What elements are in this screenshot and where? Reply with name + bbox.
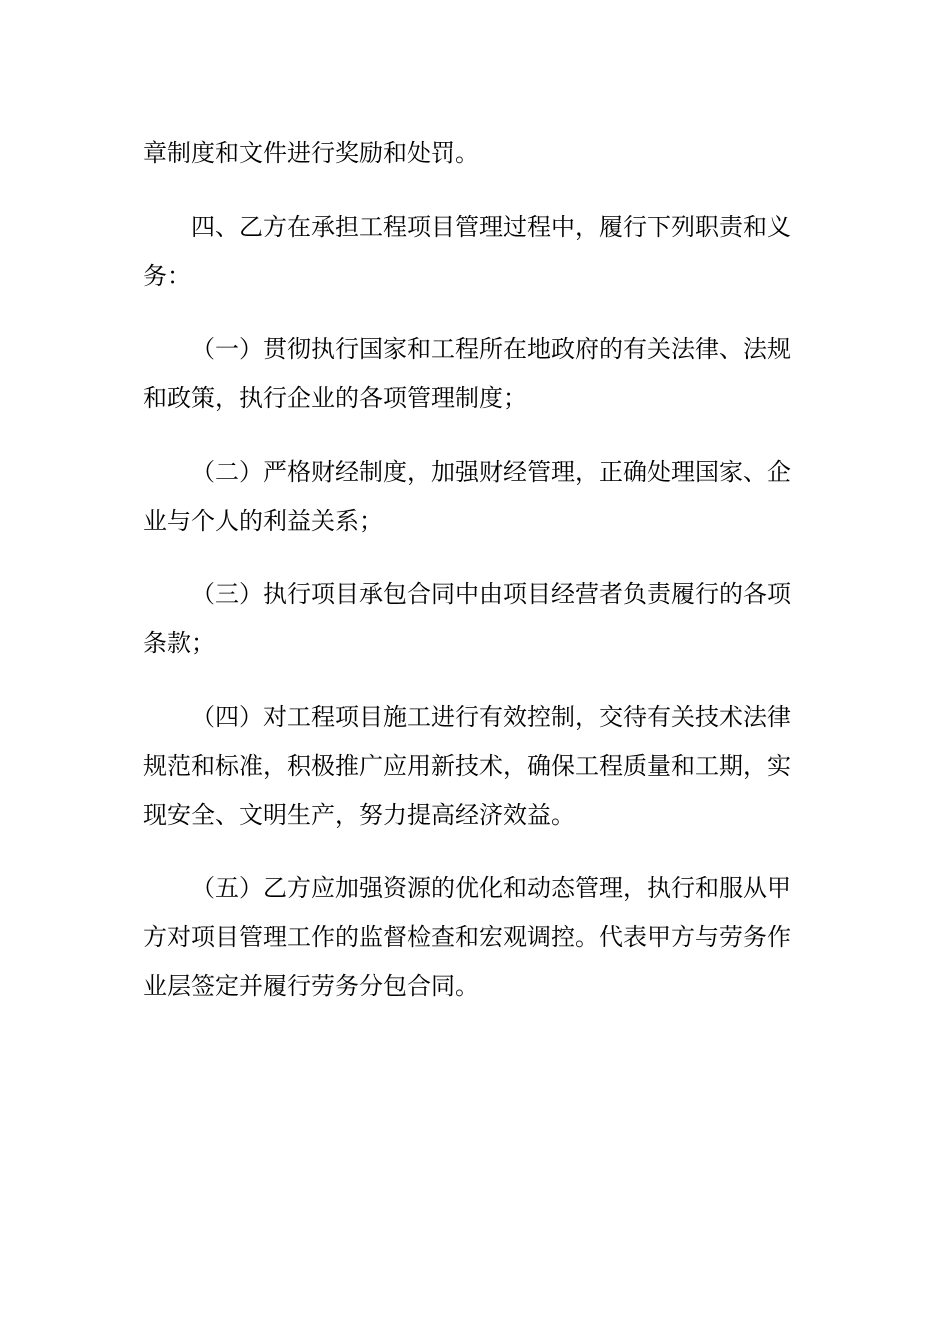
paragraph-continued [143, 129, 807, 178]
paragraph-item-one [143, 325, 807, 423]
text-line: 方对项目管理工作的监督检查和宏观调控。代表甲方与劳务作 [143, 923, 791, 951]
text-line: 务： [143, 261, 191, 290]
text-line: 规范和标准，积极推广应用新技术，确保工程质量和工期，实 [143, 751, 791, 780]
paragraph-gap [143, 301, 807, 326]
paragraph-gap [143, 668, 807, 693]
paragraph-item-two [143, 448, 807, 546]
document-body [143, 129, 807, 1011]
text-line: （一）贯彻执行国家和工程所在地政府的有关法律、法规 [191, 335, 791, 363]
text-line: （二）严格财经制度，加强财经管理，正确处理国家、企 [191, 457, 791, 486]
text-line: 现安全、文明生产，努力提高经济效益。 [143, 800, 575, 829]
text-line: （五）乙方应加强资源的优化和动态管理，执行和服从甲 [191, 874, 791, 902]
text-line: （三）执行项目承包合同中由项目经营者负责履行的各项 [191, 580, 791, 608]
text-line: 和政策，执行企业的各项管理制度； [143, 384, 527, 412]
paragraph-gap [143, 178, 807, 203]
text-line: 章制度和文件进行奖励和处罚。 [143, 139, 479, 167]
paragraph-item-three [143, 570, 807, 668]
paragraph-item-four [143, 693, 807, 840]
paragraph-section-four [143, 203, 807, 301]
text-line: 四、乙方在承担工程项目管理过程中，履行下列职责和义 [191, 212, 791, 241]
paragraph-gap [143, 840, 807, 865]
text-line: 条款； [143, 629, 215, 657]
text-line: 业层签定并履行劳务分包合同。 [143, 972, 479, 1000]
text-line: 业与个人的利益关系； [143, 506, 383, 535]
paragraph-item-five [143, 864, 807, 1011]
paragraph-gap [143, 546, 807, 571]
paragraph-gap [143, 423, 807, 448]
text-line: （四）对工程项目施工进行有效控制，交待有关技术法律 [191, 702, 791, 731]
